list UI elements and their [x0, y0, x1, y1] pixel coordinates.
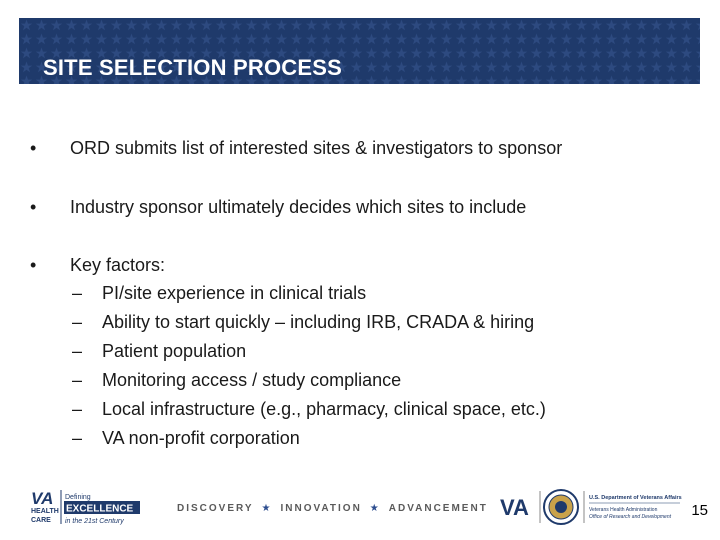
- bullet-text: ORD submits list of interested sites & investigators to sponsor: [70, 138, 563, 158]
- sub-list-item: [72, 397, 546, 421]
- sub-list-item: [72, 426, 300, 450]
- sub-item-text: Local infrastructure (e.g., pharmacy, clinical space, etc.): [102, 399, 546, 419]
- bullet-text: Industry sponsor ultimately decides which sites to include: [70, 197, 527, 217]
- logo-excellence-text: EXCELLENCE: [66, 503, 134, 515]
- sub-list-item: [72, 368, 401, 392]
- sub-item-text: Monitoring access / study compliance: [102, 370, 402, 390]
- tagline-discovery: DISCOVERY: [177, 503, 254, 514]
- dash-glyph: –: [72, 312, 83, 332]
- footer-tagline: [177, 503, 488, 514]
- bullet-glyph: •: [30, 255, 37, 275]
- dash-glyph: –: [72, 399, 83, 419]
- sub-list-item: [72, 310, 534, 334]
- va-health-care-logo: [31, 488, 141, 526]
- va-seal-icon: [544, 490, 578, 524]
- dash-glyph: –: [72, 341, 83, 361]
- va-mark-text: VA: [500, 495, 529, 520]
- bullet-text: Key factors:: [70, 255, 166, 275]
- logo-defining-text: Defining: [65, 494, 91, 501]
- sub-item-text: PI/site experience in clinical trials: [102, 283, 367, 303]
- sub-item-text: Ability to start quickly – including IRB, CRADA & hiring: [102, 312, 535, 332]
- dash-glyph: –: [72, 283, 83, 303]
- bullet-glyph: •: [30, 138, 37, 158]
- tagline-advancement: ADVANCEMENT: [388, 503, 488, 514]
- page-number: 15: [691, 502, 708, 519]
- va-department-logo: [500, 487, 700, 527]
- dept-text: U.S. Department of Veterans Affairs: [589, 495, 682, 501]
- sub-list-item: [72, 339, 246, 363]
- logo-health-text: HEALTH: [31, 508, 59, 515]
- title-banner: [19, 18, 700, 84]
- page-title: SITE SELECTION PROCESS: [43, 55, 343, 80]
- bullet-glyph: •: [30, 197, 37, 217]
- sub-list-item: [72, 281, 366, 305]
- star-icon: ★: [261, 503, 273, 514]
- logo-care-text: CARE: [31, 517, 51, 524]
- logo-century-text: in the 21st Century: [65, 518, 124, 525]
- sub-item-text: VA non-profit corporation: [102, 428, 300, 448]
- ord-text: Office of Research and Development: [589, 514, 671, 520]
- dash-glyph: –: [72, 370, 83, 390]
- tagline-innovation: INNOVATION: [280, 503, 362, 514]
- vha-text: Veterans Health Administration: [589, 507, 658, 513]
- dash-glyph: –: [72, 428, 83, 448]
- star-icon: ★: [369, 503, 381, 514]
- logo-va-text: VA: [31, 489, 54, 508]
- sub-item-text: Patient population: [102, 341, 247, 361]
